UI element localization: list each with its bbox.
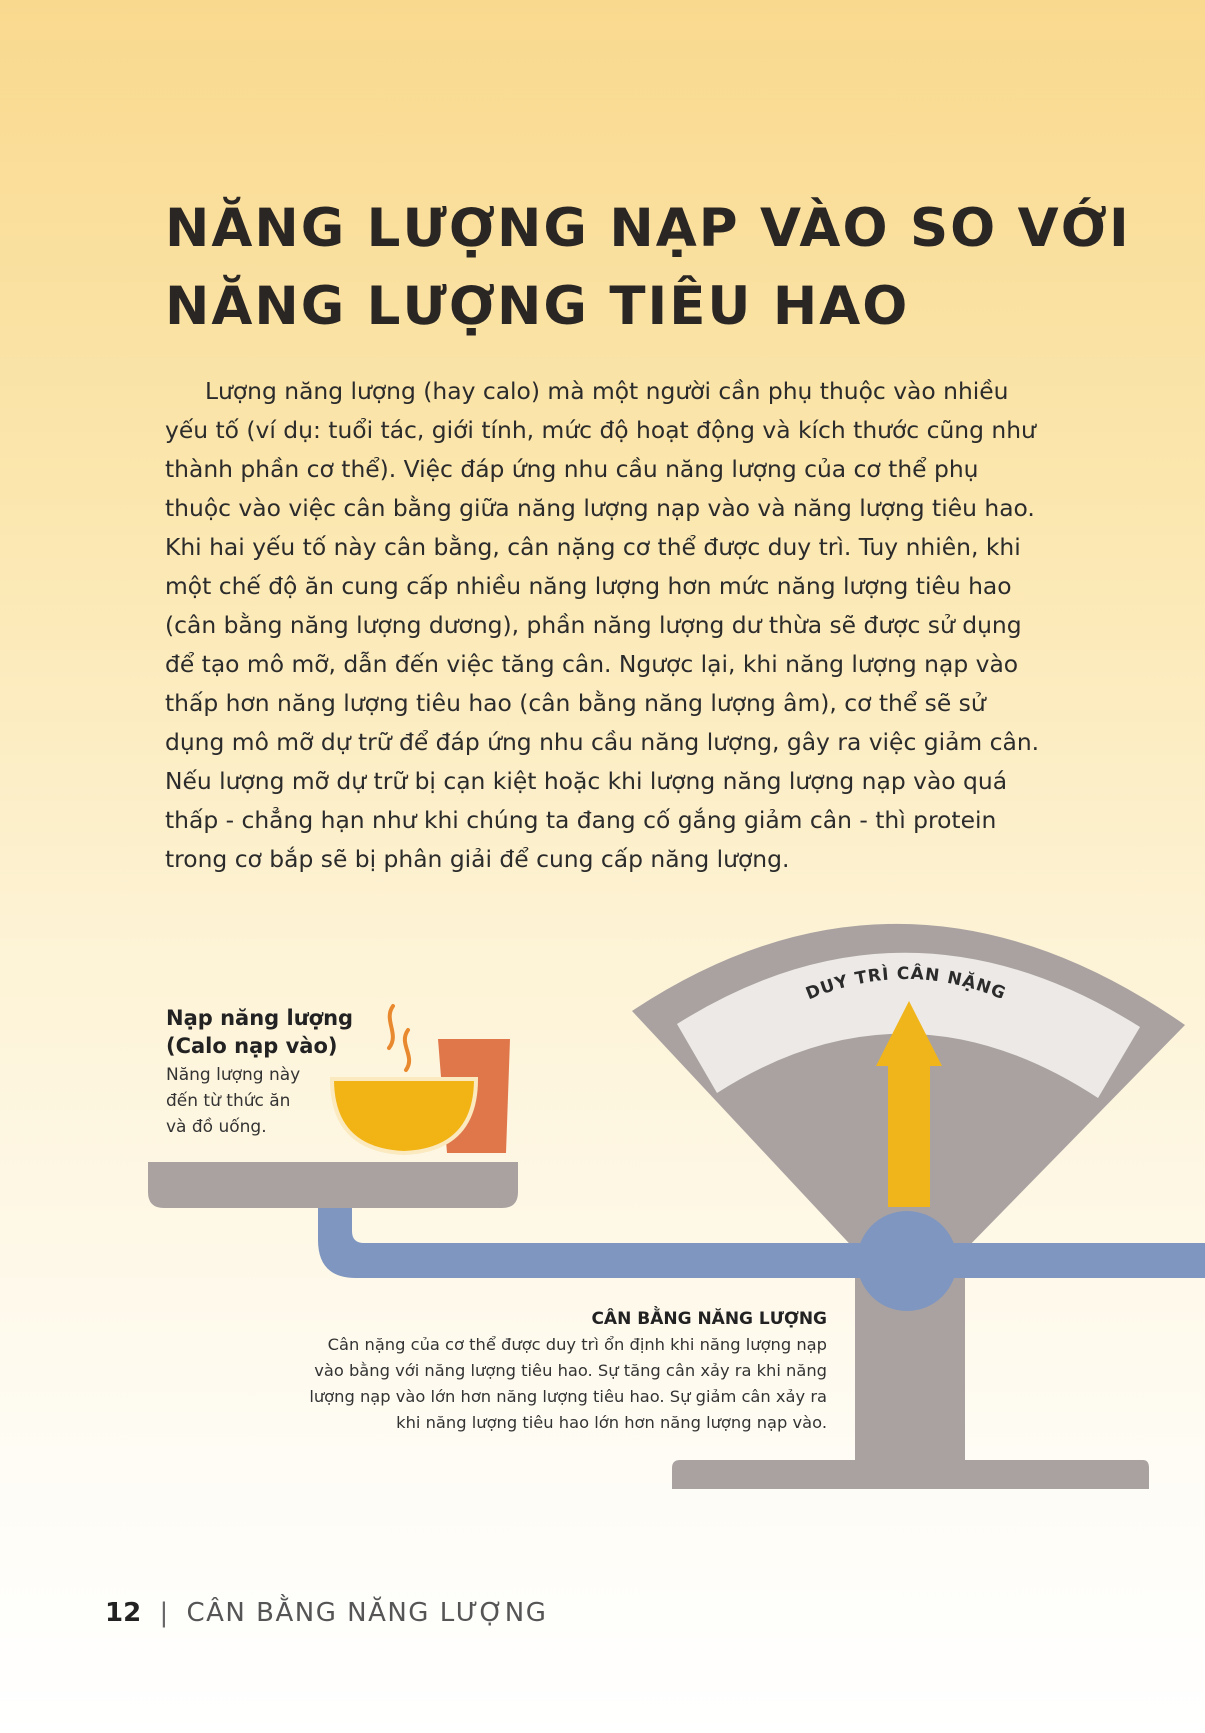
- body-line: để tạo mô mỡ, dẫn đến việc tăng cân. Ngược lại, khi năng lượng nạp vào: [165, 650, 1019, 678]
- intake-label-desc: [166, 1062, 300, 1140]
- intake-label-title: [166, 1004, 353, 1060]
- intake-desc-line: và đồ uống.: [166, 1117, 267, 1137]
- scale-pivot: [857, 1211, 957, 1311]
- body-line: trong cơ bắp sẽ bị phân giải để cung cấp năng lượng.: [165, 845, 790, 873]
- page-number: 12: [105, 1598, 142, 1628]
- body-line: thuộc vào việc cân bằng giữa năng lượng nạp vào và năng lượng tiêu hao.: [165, 494, 1035, 522]
- title-line-1: NĂNG LƯỢNG NẠP VÀO SO VỚI: [165, 198, 1131, 259]
- intake-desc-line: Năng lượng này: [166, 1065, 301, 1085]
- body-line: thành phần cơ thể). Việc đáp ứng nhu cầu năng lượng của cơ thể phụ: [165, 455, 979, 483]
- steam-icon: [389, 1006, 393, 1048]
- balance-desc-line: Cân nặng của cơ thể được duy trì ổn định khi năng lượng nạp: [327, 1335, 827, 1354]
- intake-title-line: Nạp năng lượng: [166, 1006, 354, 1030]
- balance-caption-desc: [309, 1332, 827, 1436]
- body-line: Khi hai yếu tố này cân bằng, cân nặng cơ thể được duy trì. Tuy nhiên, khi: [165, 533, 1021, 561]
- balance-caption-title: CÂN BẰNG NĂNG LƯỢNG: [591, 1309, 827, 1329]
- body-line: (cân bằng năng lượng dương), phần năng lượng dư thừa sẽ được sử dụng: [165, 611, 1022, 639]
- section-name: CÂN BẰNG NĂNG LƯỢNG: [186, 1598, 548, 1628]
- intake-tray: [148, 1162, 518, 1208]
- scale-beam: [318, 1202, 1205, 1278]
- intake-title-line: (Calo nạp vào): [166, 1034, 338, 1058]
- body-line: yếu tố (ví dụ: tuổi tác, giới tính, mức độ hoạt động và kích thước cũng như: [165, 416, 1036, 444]
- intake-desc-line: đến từ thức ăn: [166, 1091, 291, 1111]
- body-line: Lượng năng lượng (hay calo) mà một người cần phụ thuộc vào nhiều: [205, 377, 1009, 405]
- body-line: một chế độ ăn cung cấp nhiều năng lượng hơn mức năng lượng tiêu hao: [165, 572, 1012, 600]
- footer-separator: |: [159, 1598, 169, 1628]
- balance-desc-line: vào bằng với năng lượng tiêu hao. Sự tăng cân xảy ra khi năng: [314, 1361, 827, 1380]
- body-line: dụng mô mỡ dự trữ để đáp ứng nhu cầu năng lượng, gây ra việc giảm cân.: [165, 728, 1040, 756]
- body-paragraph: [165, 372, 1065, 879]
- balance-desc-line: lượng nạp vào lớn hơn năng lượng tiêu hao. Sự giảm cân xảy ra: [309, 1387, 827, 1406]
- body-line: thấp hơn năng lượng tiêu hao (cân bằng năng lượng âm), cơ thể sẽ sử: [165, 689, 986, 717]
- balance-caption: [309, 1306, 827, 1436]
- dial-label: DUY TRÌ CÂN NẶNG: [803, 963, 1009, 1005]
- title-line-2: NĂNG LƯỢNG TIÊU HAO: [165, 276, 910, 337]
- body-line: Nếu lượng mỡ dự trữ bị cạn kiệt hoặc khi lượng năng lượng nạp vào quá: [165, 767, 1008, 795]
- page-title: [165, 190, 1131, 346]
- body-line: thấp - chẳng hạn như khi chúng ta đang cố gắng giảm cân - thì protein: [165, 806, 997, 834]
- page-footer: [105, 1596, 547, 1630]
- steam-icon: [405, 1030, 409, 1070]
- balance-desc-line: khi năng lượng tiêu hao lớn hơn năng lượng nạp vào.: [396, 1413, 827, 1432]
